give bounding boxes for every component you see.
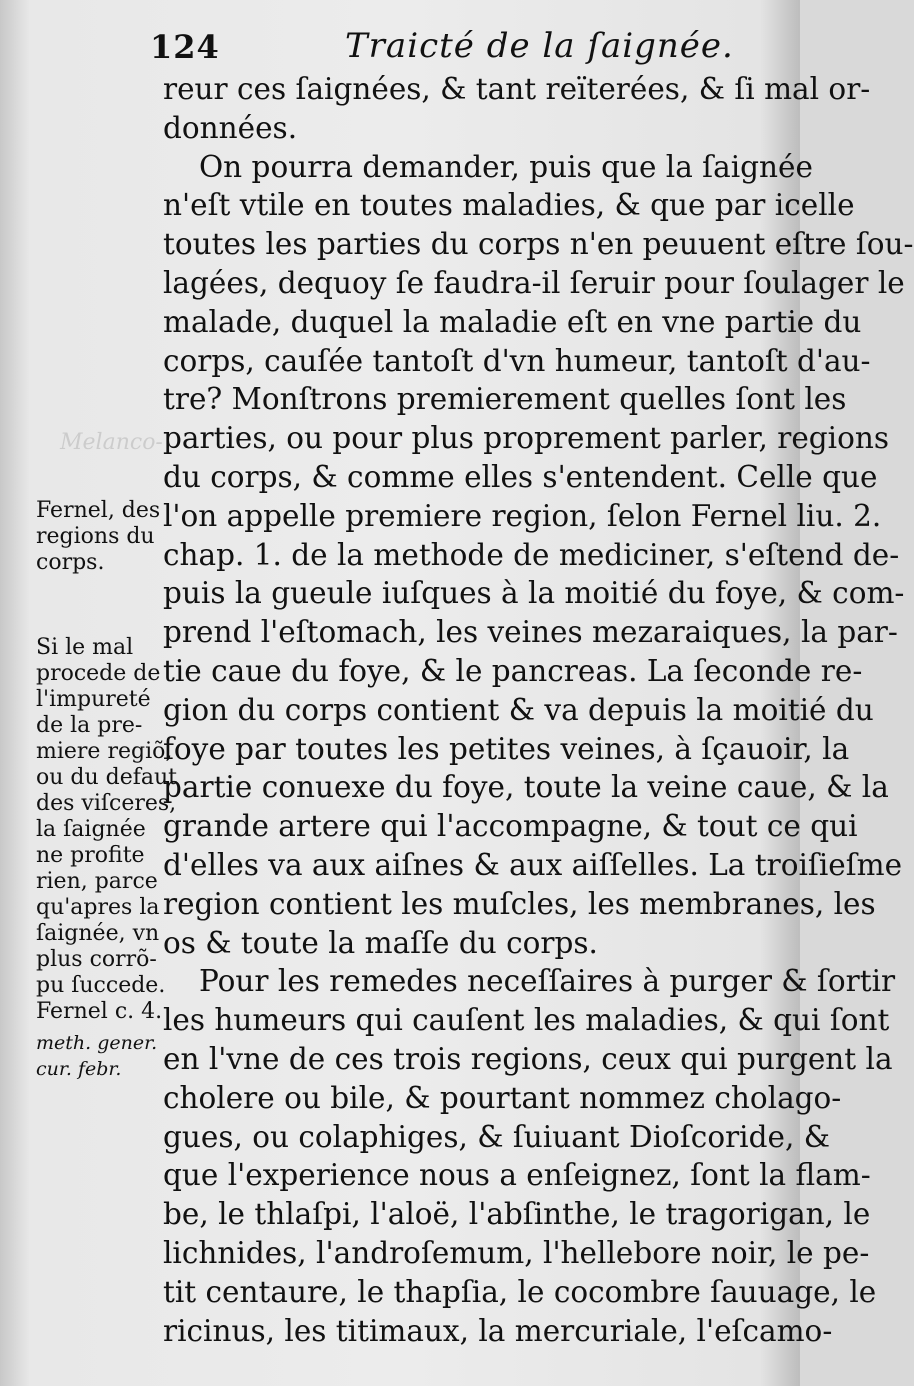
text-line: Pour les remedes neceſſaires à purger & ſortir	[199, 964, 896, 999]
bleed-through-mark: Melanco-	[60, 430, 163, 455]
margin-line: rien, parce	[36, 869, 158, 894]
text-line: tit centaure, le thapſia, le cocombre ſauuage, le	[163, 1274, 877, 1309]
margin-line: ou du defaut	[36, 765, 178, 790]
margin-line: pu ſuccede.	[36, 973, 166, 998]
margin-line: cur. febr.	[36, 1058, 122, 1080]
margin-note-regions	[36, 498, 176, 576]
margin-line: ſaignée, vn	[36, 921, 160, 946]
margin-line: qu'apres la	[36, 895, 160, 920]
text-line: be, le thlaſpi, l'aloë, l'abſinthe, le tragorigan, le	[163, 1197, 871, 1232]
margin-line: la ſaignée	[36, 817, 146, 842]
margin-line: des viſceres,	[36, 791, 177, 816]
margin-line: regions du	[36, 524, 155, 549]
text-line: données.	[163, 110, 298, 145]
margin-line: Fernel c. 4.	[36, 999, 163, 1024]
text-line: partie conuexe du foye, toute la veine caue, & la	[163, 770, 889, 805]
text-line: les humeurs qui cauſent les maladies, & qui ſont	[163, 1003, 890, 1038]
text-line: corps, cauſée tantoſt d'vn humeur, tantoſt d'au-	[163, 343, 871, 378]
margin-line: de la pre-	[36, 713, 143, 738]
main-text	[163, 70, 914, 1350]
page-header	[150, 20, 790, 70]
margin-line: corps.	[36, 550, 105, 575]
margin-line: miere regiõ,	[36, 739, 173, 764]
text-line: que l'experience nous a enſeignez, ſont la flam-	[163, 1158, 871, 1193]
text-line: parties, ou pour plus proprement parler, regions	[163, 421, 890, 456]
text-line: On pourra demander, puis que la ſaignée	[199, 149, 813, 184]
text-line: tie caue du foye, & le pancreas. La ſeconde re-	[163, 653, 863, 688]
text-line: gues, ou colaphiges, & ſuiuant Dioſcoride, &	[163, 1119, 830, 1154]
text-line: chap. 1. de la methode de mediciner, s'eſtend de-	[163, 537, 900, 572]
margin-line: l'impureté	[36, 687, 151, 712]
text-line: n'eſt vtile en toutes maladies, & que par icelle	[163, 188, 855, 223]
text-line: tre? Monſtrons premierement quelles ſont les	[163, 382, 847, 417]
text-line: malade, duquel la maladie eſt en vne partie du	[163, 304, 862, 339]
margin-line: meth. gener.	[36, 1032, 158, 1054]
margin-line: plus corrõ-	[36, 947, 157, 972]
text-line: cholere ou bile, & pourtant nommez cholago-	[163, 1080, 842, 1115]
text-line: puis la gueule iuſques à la moitié du foye, & com-	[163, 576, 905, 611]
text-line: os & toute la maſſe du corps.	[163, 925, 598, 960]
text-line: reur ces ſaignées, & tant reïterées, & ſi mal or-	[163, 72, 871, 106]
text-line: l'on appelle premiere region, ſelon Fernel liu. 2.	[163, 498, 882, 533]
text-line: d'elles va aux aiſnes & aux aiſſelles. La troiſieſme	[163, 847, 903, 882]
page-number: 124	[150, 28, 220, 66]
margin-line: Si le mal	[36, 635, 134, 660]
text-line: ricinus, les titimaux, la mercuriale, l'eſcamo-	[163, 1313, 833, 1348]
text-line: gion du corps contient & va depuis la moitié du	[163, 692, 874, 727]
text-line: grande artere qui l'accompagne, & tout ce qui	[163, 809, 858, 844]
running-title: Traicté de la ſaignée.	[345, 26, 734, 66]
text-line: du corps, & comme elles s'entendent. Celle que	[163, 459, 878, 494]
text-line: toutes les parties du corps n'en peuuent eſtre ſou-	[163, 227, 914, 262]
margin-note-citation	[36, 1030, 176, 1082]
margin-line: ne profite	[36, 843, 145, 868]
text-line: en l'vne de ces trois regions, ceux qui purgent la	[163, 1041, 893, 1076]
text-line: lagées, dequoy ſe faudra-il ſeruir pour ſoulager le	[163, 265, 905, 300]
text-line: lichnides, l'androſemum, l'hellebore noir, le pe-	[163, 1235, 870, 1270]
margin-note-impurity	[36, 635, 176, 1025]
margin-line: Fernel, des	[36, 498, 161, 523]
text-line: region contient les muſcles, les membranes, les	[163, 886, 876, 921]
text-line: prend l'eſtomach, les veines mezaraiques, la par-	[163, 615, 898, 650]
margin-line: procede de	[36, 661, 161, 686]
text-line: foye par toutes les petites veines, à ſçauoir, la	[163, 731, 850, 766]
